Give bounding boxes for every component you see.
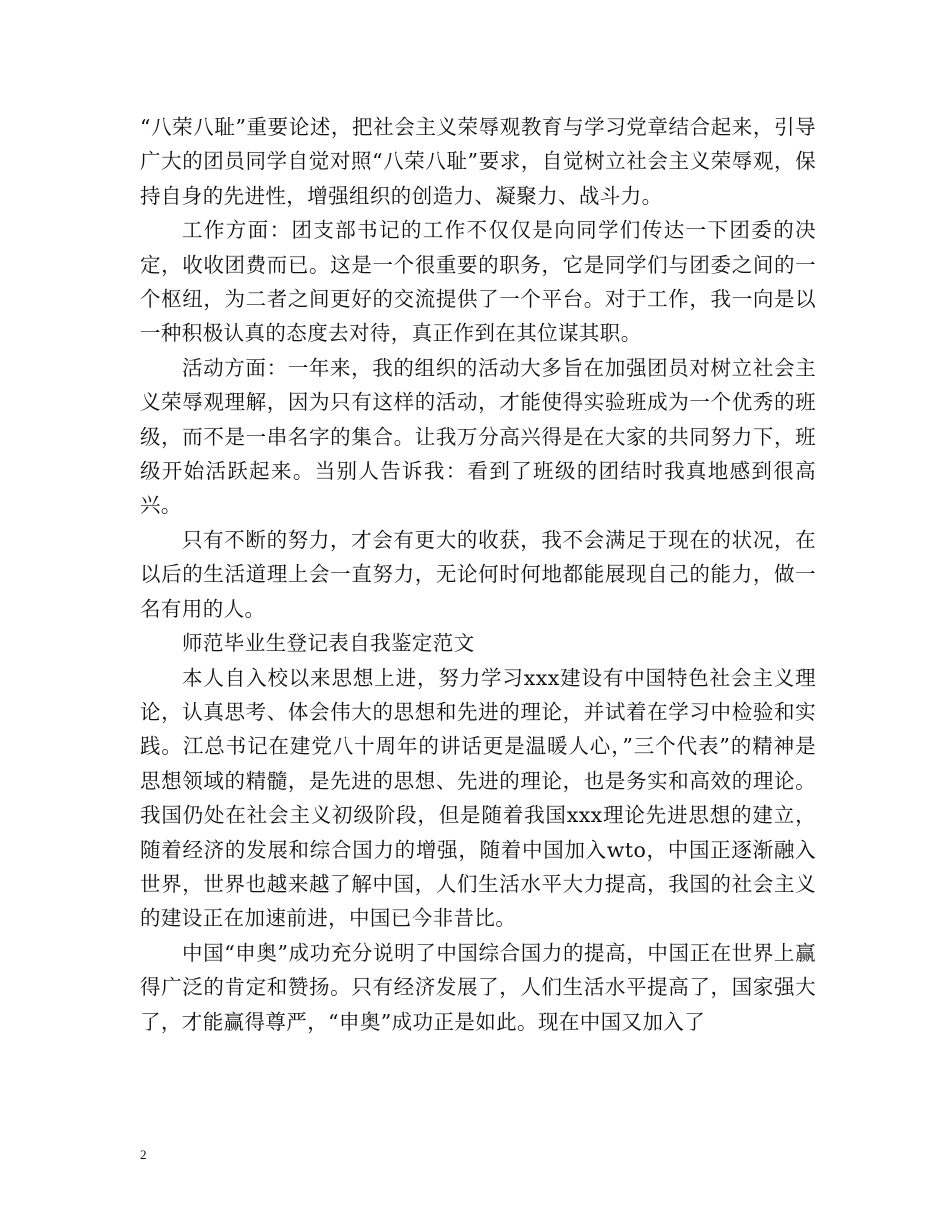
paragraph-6: 中国“申奥”成功充分说明了中国综合国力的提高，中国正在世界上赢得广泛的肯定和赞扬。只有经济发展了，人们生活水平提高了，国家强大了，才能赢得尊严，“申奥”成功正是如此。现在中国又加入了 [140, 940, 816, 1034]
section-heading: 师范毕业生登记表自我鉴定范文 [182, 631, 475, 656]
paragraph-3: 活动方面：一年来，我的组织的活动大多旨在加强团员对树立社会主义荣辱观理解，因为只有这样的活动，才能使得实验班成为一个优秀的班级，而不是一串名字的集合。让我万分高兴得是在大家的共同努力下，班级开始活跃起来。当别人告诉我：看到了班级的团结时我真地感到很高兴。 [140, 355, 816, 518]
paragraph-5: 本人自入校以来思想上进，努力学习xxx建设有中国特色社会主义理论，认真思考、体会伟大的思想和先进的理论，并试着在学习中检验和实践。江总书记在建党八十周年的讲话更是温暖人心，”三个代表”的精神是思想领域的精髓，是先进的思想、先进的理论，也是务实和高效的理论。我国仍处在社会主义初级阶段，但是随着我国xxx理论先进思想的建立，随着经济的发展和综合国力的增强，随着中国加入wto，中国正逐渐融入世界，世界也越来越了解中国，人们生活水平大力提高，我国的社会主义的建设正在加速前进，中国已今非昔比。 [140, 665, 816, 931]
paragraph-1: “八荣八耻”重要论述，把社会主义荣辱观教育与学习党章结合起来，引导广大的团员同学自觉对照“八荣八耻”要求，自觉树立社会主义荣辱观，保持自身的先进性，增强组织的创造力、凝聚力、战斗力。 [140, 115, 816, 208]
paragraph-2: 工作方面：团支部书记的工作不仅仅是向同学们传达一下团委的决定，收收团费而已。这是一个很重要的职务，它是同学们与团委之间的一个枢纽，为二者之间更好的交流提供了一个平台。对于工作，我一向是以一种积极认真的态度去对待，真正作到在其位谋其职。 [140, 218, 816, 346]
document-body [140, 110, 816, 1039]
paragraph-4: 只有不断的努力，才会有更大的收获，我不会满足于现在的状况，在以后的生活道理上会一直努力，无论何时何地都能展现自己的能力，做一名有用的人。 [140, 527, 816, 621]
page-number: 2 [140, 1147, 147, 1162]
